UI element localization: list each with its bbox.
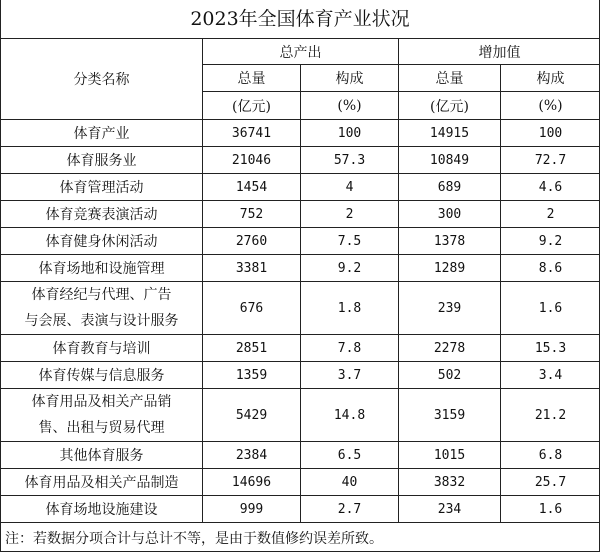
output-share-cell: 9.2 (301, 255, 399, 282)
output-total-cell: 2851 (203, 335, 301, 362)
table-body (1, 120, 600, 523)
value-added-group-header: 增加值 (399, 39, 600, 65)
industry-table (0, 38, 600, 523)
output-share-cell: 4 (301, 174, 399, 201)
row-name: 体育场地和设施管理 (1, 255, 203, 282)
table-row (1, 335, 600, 362)
va-share-cell: 21.2 (501, 389, 600, 442)
row-name (1, 282, 203, 335)
output-share-cell: 3.7 (301, 362, 399, 389)
va-share-unit: (%) (501, 92, 600, 120)
output-share-cell: 7.8 (301, 335, 399, 362)
table-header (1, 39, 600, 120)
table-row (1, 201, 600, 228)
va-share-cell: 2 (501, 201, 600, 228)
output-total-cell: 2384 (203, 442, 301, 469)
output-share-cell: 2.7 (301, 496, 399, 523)
va-share-cell: 1.6 (501, 496, 600, 523)
va-share-cell: 3.4 (501, 362, 600, 389)
va-share-header: 构成 (501, 65, 600, 92)
output-total-header: 总量 (203, 65, 301, 92)
va-total-cell: 2278 (399, 335, 501, 362)
output-share-header: 构成 (301, 65, 399, 92)
va-total-cell: 300 (399, 201, 501, 228)
row-name: 体育管理活动 (1, 174, 203, 201)
output-total-cell: 36741 (203, 120, 301, 147)
va-total-cell: 1289 (399, 255, 501, 282)
table-row (1, 147, 600, 174)
output-total-cell: 752 (203, 201, 301, 228)
table-row (1, 174, 600, 201)
va-total-cell: 502 (399, 362, 501, 389)
va-total-unit: (亿元) (399, 92, 501, 120)
va-total-header: 总量 (399, 65, 501, 92)
row-name: 体育产业 (1, 120, 203, 147)
category-header: 分类名称 (1, 39, 203, 120)
row-name: 体育传媒与信息服务 (1, 362, 203, 389)
output-share-cell: 2 (301, 201, 399, 228)
table-row (1, 255, 600, 282)
va-share-cell: 6.8 (501, 442, 600, 469)
output-total-cell: 3381 (203, 255, 301, 282)
output-total-cell: 2760 (203, 228, 301, 255)
output-share-cell: 100 (301, 120, 399, 147)
va-total-cell: 1378 (399, 228, 501, 255)
table-row (1, 496, 600, 523)
va-total-cell: 10849 (399, 147, 501, 174)
row-name: 体育服务业 (1, 147, 203, 174)
table-row (1, 282, 600, 335)
table-row (1, 442, 600, 469)
output-total-cell: 676 (203, 282, 301, 335)
table-row (1, 120, 600, 147)
output-share-cell: 57.3 (301, 147, 399, 174)
row-name-line2: 售、出租与贸易代理 (38, 420, 165, 436)
va-share-cell: 1.6 (501, 282, 600, 335)
table-row (1, 228, 600, 255)
row-name-line2: 与会展、表演与设计服务 (24, 313, 179, 329)
output-share-cell: 1.8 (301, 282, 399, 335)
output-share-cell: 40 (301, 469, 399, 496)
va-share-cell: 25.7 (501, 469, 600, 496)
row-name: 其他体育服务 (1, 442, 203, 469)
row-name-line1: 体育用品及相关产品销 (31, 394, 172, 410)
va-total-cell: 239 (399, 282, 501, 335)
output-total-cell: 5429 (203, 389, 301, 442)
output-total-cell: 21046 (203, 147, 301, 174)
row-name: 体育用品及相关产品制造 (1, 469, 203, 496)
output-share-cell: 6.5 (301, 442, 399, 469)
va-share-cell: 100 (501, 120, 600, 147)
row-name (1, 389, 203, 442)
va-share-cell: 15.3 (501, 335, 600, 362)
va-share-cell: 9.2 (501, 228, 600, 255)
output-total-unit: (亿元) (203, 92, 301, 120)
row-name: 体育竞赛表演活动 (1, 201, 203, 228)
row-name: 体育场地设施建设 (1, 496, 203, 523)
va-total-cell: 234 (399, 496, 501, 523)
table-row (1, 469, 600, 496)
va-total-cell: 3159 (399, 389, 501, 442)
va-share-cell: 72.7 (501, 147, 600, 174)
table-row (1, 389, 600, 442)
va-share-cell: 4.6 (501, 174, 600, 201)
output-group-header: 总产出 (203, 39, 399, 65)
output-total-cell: 999 (203, 496, 301, 523)
output-share-unit: (%) (301, 92, 399, 120)
va-share-cell: 8.6 (501, 255, 600, 282)
output-total-cell: 1359 (203, 362, 301, 389)
output-total-cell: 1454 (203, 174, 301, 201)
table-title: 2023年全国体育产业状况 (190, 8, 410, 30)
va-total-cell: 14915 (399, 120, 501, 147)
va-total-cell: 1015 (399, 442, 501, 469)
row-name: 体育健身休闲活动 (1, 228, 203, 255)
footnote: 注：若数据分项合计与总计不等，是由于数值修约误差所致。 (0, 527, 600, 552)
output-share-cell: 14.8 (301, 389, 399, 442)
output-share-cell: 7.5 (301, 228, 399, 255)
row-name: 体育教育与培训 (1, 335, 203, 362)
table-row (1, 362, 600, 389)
output-total-cell: 14696 (203, 469, 301, 496)
va-total-cell: 3832 (399, 469, 501, 496)
row-name-line1: 体育经纪与代理、广告 (31, 287, 172, 303)
va-total-cell: 689 (399, 174, 501, 201)
